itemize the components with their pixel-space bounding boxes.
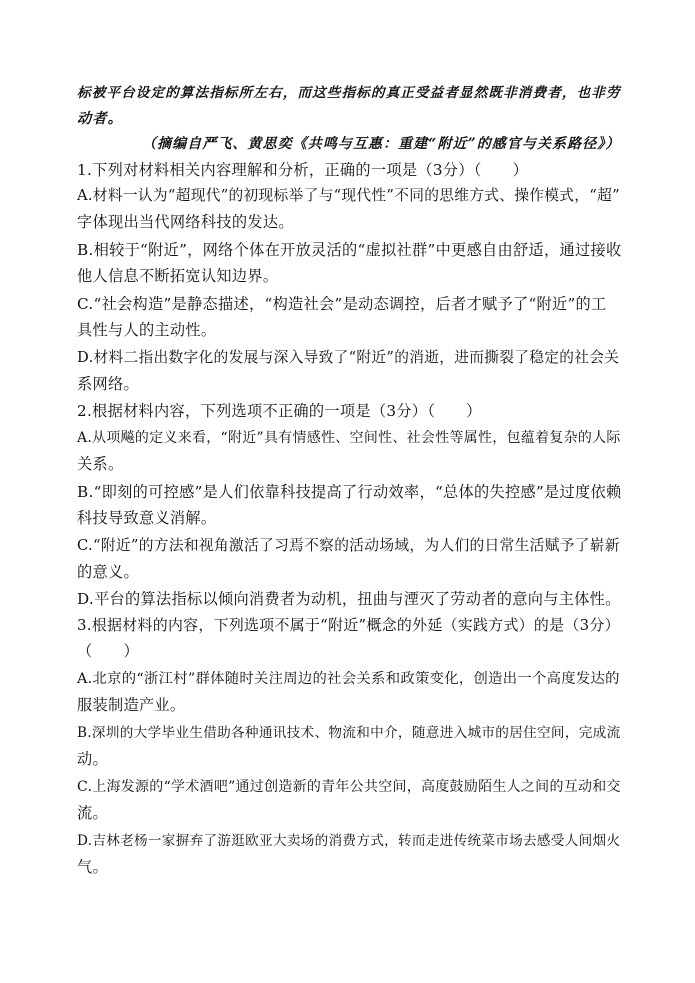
option-line: A.北京的“浙江村”群体随时关注周边的社会关系和政策变化，创造出一个高度发达的 <box>77 671 620 687</box>
question-stem: 3.根据材料的内容，下列选项不属于“附近”概念的外延（实践方式）的是（3分） <box>77 616 620 634</box>
option-line: D.材料二指出数字化的发展与深入导致了“附近”的消逝，进而撕裂了稳定的社会关 <box>77 349 620 366</box>
option-line: 服装制造产业。 <box>77 696 186 714</box>
option-line: 具性与人的主动性。 <box>77 321 217 339</box>
question-stem: 2.根据材料内容，下列选项不正确的一项是（3分）（ ） <box>77 402 482 420</box>
question-stem-continued: （ ） <box>77 642 139 660</box>
passage-line: 动者。 <box>77 111 123 127</box>
option-line: 流。 <box>77 804 108 822</box>
option-line: 的意义。 <box>77 563 139 581</box>
option-line: 关系。 <box>77 455 124 473</box>
option-line: D.吉林老杨一家摒弃了游逛欧亚大卖场的消费方式，转而走进传统菜市场去感受人间烟火 <box>77 833 621 849</box>
option-line: A.材料一认为“超现代”的初现标举了与“现代性”不同的思维方式、操作模式，“超” <box>77 187 620 204</box>
passage-source: （摘编自严飞、黄思奕《共鸣与互惠：重建“附近”的感官与关系路径》） <box>142 136 621 152</box>
option-line: C.“社会构造”是静态描述，“构造社会”是动态调控，后者才赋予了“附近”的工 <box>77 295 607 313</box>
option-line: 字体现出当代网络科技的发达。 <box>77 213 294 231</box>
option-line: 气。 <box>77 858 108 876</box>
option-line: C.上海发源的“学术酒吧”通过创造新的青年公共空间，高度鼓励陌生人之间的互动和交 <box>77 779 621 795</box>
option-line: C.“附近”的方法和视角激活了习焉不察的活动场域，为人们的日常生活赋予了崭新 <box>77 537 620 554</box>
option-line: B.深圳的大学毕业生借助各种通讯技术、物流和中介，随意进入城市的居住空间，完成流 <box>77 725 621 741</box>
option-line: 动。 <box>77 750 108 768</box>
question-stem: 1.下列对材料相关内容理解和分析，正确的一项是（3分）（ ） <box>77 161 529 179</box>
option-line: B.相较于“附近”，网络个体在开放灵活的“虚拟社群”中更感自由舒适，通过接收 <box>77 241 622 259</box>
option-line: 系网络。 <box>77 375 139 393</box>
option-line: B.“即刻的可控感”是人们依靠科技提高了行动效率，“总体的失控感”是过度依赖 <box>77 483 622 501</box>
option-line: 他人信息不断拓宽认知边界。 <box>77 267 279 285</box>
option-line: 科技导致意义消解。 <box>77 509 217 527</box>
option-line: D.平台的算法指标以倾向消费者为动机，扭曲与湮灭了劳动者的意向与主体性。 <box>77 590 621 608</box>
option-line: A.从项飚的定义来看，“附近”具有情感性、空间性、社会性等属性，包蕴着复杂的人际 <box>77 430 621 446</box>
passage-line: 标被平台设定的算法指标所左右，而这些指标的真正受益者显然既非消费者，也非劳 <box>77 85 621 101</box>
